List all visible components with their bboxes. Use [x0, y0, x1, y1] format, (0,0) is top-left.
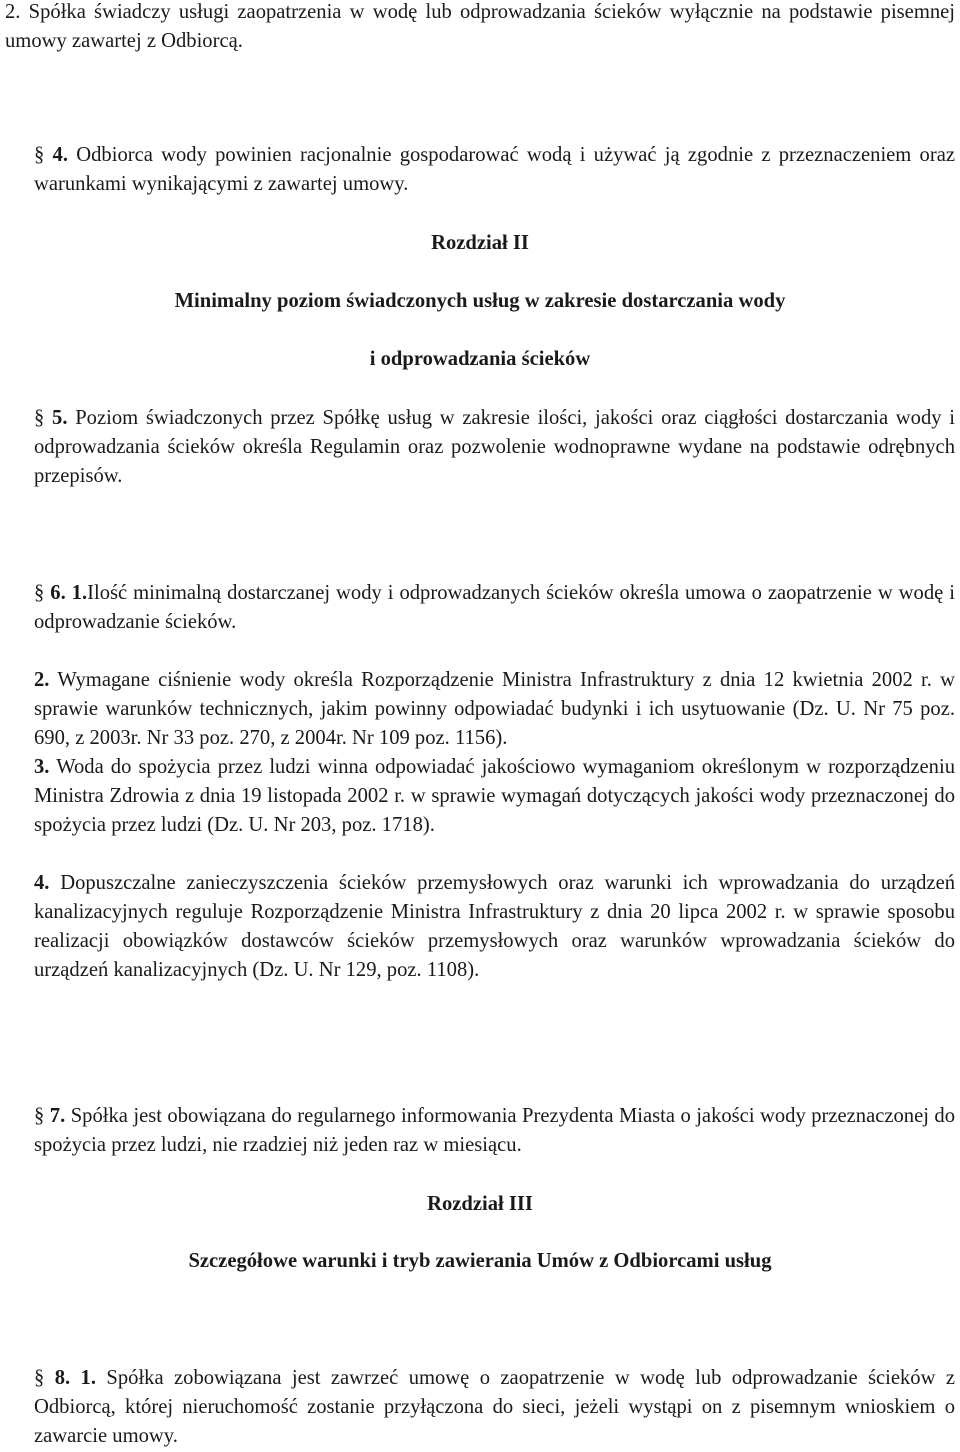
- section-symbol: §: [34, 1105, 45, 1127]
- paragraph-4: [5, 141, 955, 199]
- chapter-2-heading: Rozdział II: [431, 232, 529, 254]
- section-symbol: §: [34, 144, 45, 166]
- paragraph-number: 5.: [52, 407, 68, 429]
- paragraph-text: Ilość minimalną dostarczanej wody i odprowadzanych ścieków określa umowa o zaopatrzenie w wodę i odprowadzanie ścieków.: [34, 582, 955, 633]
- paragraph-6-2: [5, 666, 955, 753]
- paragraph-text: Poziom świadczonych przez Spółkę usług w zakresie ilości, jakości oraz ciągłości dostarczania wody i odprowadzania ścieków określa Regulamin oraz pozwolenie wodnoprawne wydane na podstawie odrębnych przepisów.: [34, 407, 956, 487]
- paragraph-6-4: [5, 869, 955, 985]
- paragraph-6-1: [5, 579, 955, 637]
- paragraph-number: 3.: [34, 756, 50, 778]
- paragraph-7: [5, 1102, 955, 1160]
- paragraph-6-3: [5, 753, 955, 840]
- paragraph-number: 4.: [52, 144, 68, 166]
- paragraph-number: 2.: [5, 1, 21, 23]
- chapter-3-title: Szczegółowe warunki i tryb zawierania Umów z Odbiorcami usług: [188, 1250, 772, 1272]
- paragraph-text: Spółka zobowiązana jest zawrzeć umowę o zaopatrzenie w wodę lub odprowadzanie ścieków z Odbiorcą, której nieruchomość zostanie przyłączona do sieci, jeżeli wystąpi on z pisemnym wnioskiem o zawarcie umowy.: [34, 1367, 956, 1447]
- paragraph-2: [5, 0, 955, 56]
- chapter-3-heading: Rozdział III: [427, 1193, 533, 1215]
- paragraph-text: Spółka świadczy usługi zaopatrzenia w wodę lub odprowadzania ścieków wyłącznie na podstawie pisemnej umowy zawartej z Odbiorcą.: [5, 1, 956, 52]
- paragraph-number: 8. 1.: [54, 1367, 96, 1389]
- section-symbol: §: [34, 1367, 45, 1389]
- paragraph-number: 7.: [49, 1105, 66, 1127]
- paragraph-text: Woda do spożycia przez ludzi winna odpowiadać jakościowo wymaganiom określonym w rozporządzeniu Ministra Zdrowia z dnia 19 listopada 2002 r. w sprawie wymagań dotyczących jakości wody przeznaczonej do spożycia przez ludzi (Dz. U. Nr 203, poz. 1718).: [34, 756, 955, 836]
- chapter-2-title-line-1: Minimalny poziom świadczonych usług w zakresie dostarczania wody: [174, 290, 786, 312]
- paragraph-text: Spółka jest obowiązana do regularnego informowania Prezydenta Miasta o jakości wody przeznaczonej do spożycia przez ludzi, nie rzadziej niż jeden raz w miesiącu.: [34, 1105, 956, 1156]
- paragraph-5: [5, 404, 955, 491]
- paragraph-8-1: [5, 1364, 955, 1451]
- chapter-2-title-line-2: i odprowadzania ścieków: [369, 348, 591, 370]
- section-symbol: §: [34, 407, 45, 429]
- paragraph-number: 6. 1.: [50, 582, 88, 604]
- section-symbol: §: [34, 582, 45, 604]
- paragraph-text: Wymagane ciśnienie wody określa Rozporządzenie Ministra Infrastruktury z dnia 12 kwietnia 2002 r. w sprawie warunków technicznych, jakim powinny odpowiadać budynki i ich usytuowanie (Dz. U. Nr 75 poz. 690, z 2003r. Nr 33 poz. 270, z 2004r. Nr 109 poz. 1156).: [34, 669, 956, 749]
- paragraph-number: 2.: [34, 669, 50, 691]
- paragraph-number: 4.: [34, 872, 50, 894]
- paragraph-text: Dopuszczalne zanieczyszczenia ścieków przemysłowych oraz warunki ich wprowadzania do urządzeń kanalizacyjnych reguluje Rozporządzenie Ministra Infrastruktury z dnia 20 lipca 2002 r. w sprawie sposobu realizacji obowiązków dostawców ścieków przemysłowych oraz warunków wprowadzania ścieków do urządzeń kanalizacyjnych (Dz. U. Nr 129, poz. 1108).: [34, 872, 956, 981]
- paragraph-text: Odbiorca wody powinien racjonalnie gospodarować wodą i używać ją zgodnie z przeznaczeniem oraz warunkami wynikającymi z zawartej umowy.: [34, 144, 955, 195]
